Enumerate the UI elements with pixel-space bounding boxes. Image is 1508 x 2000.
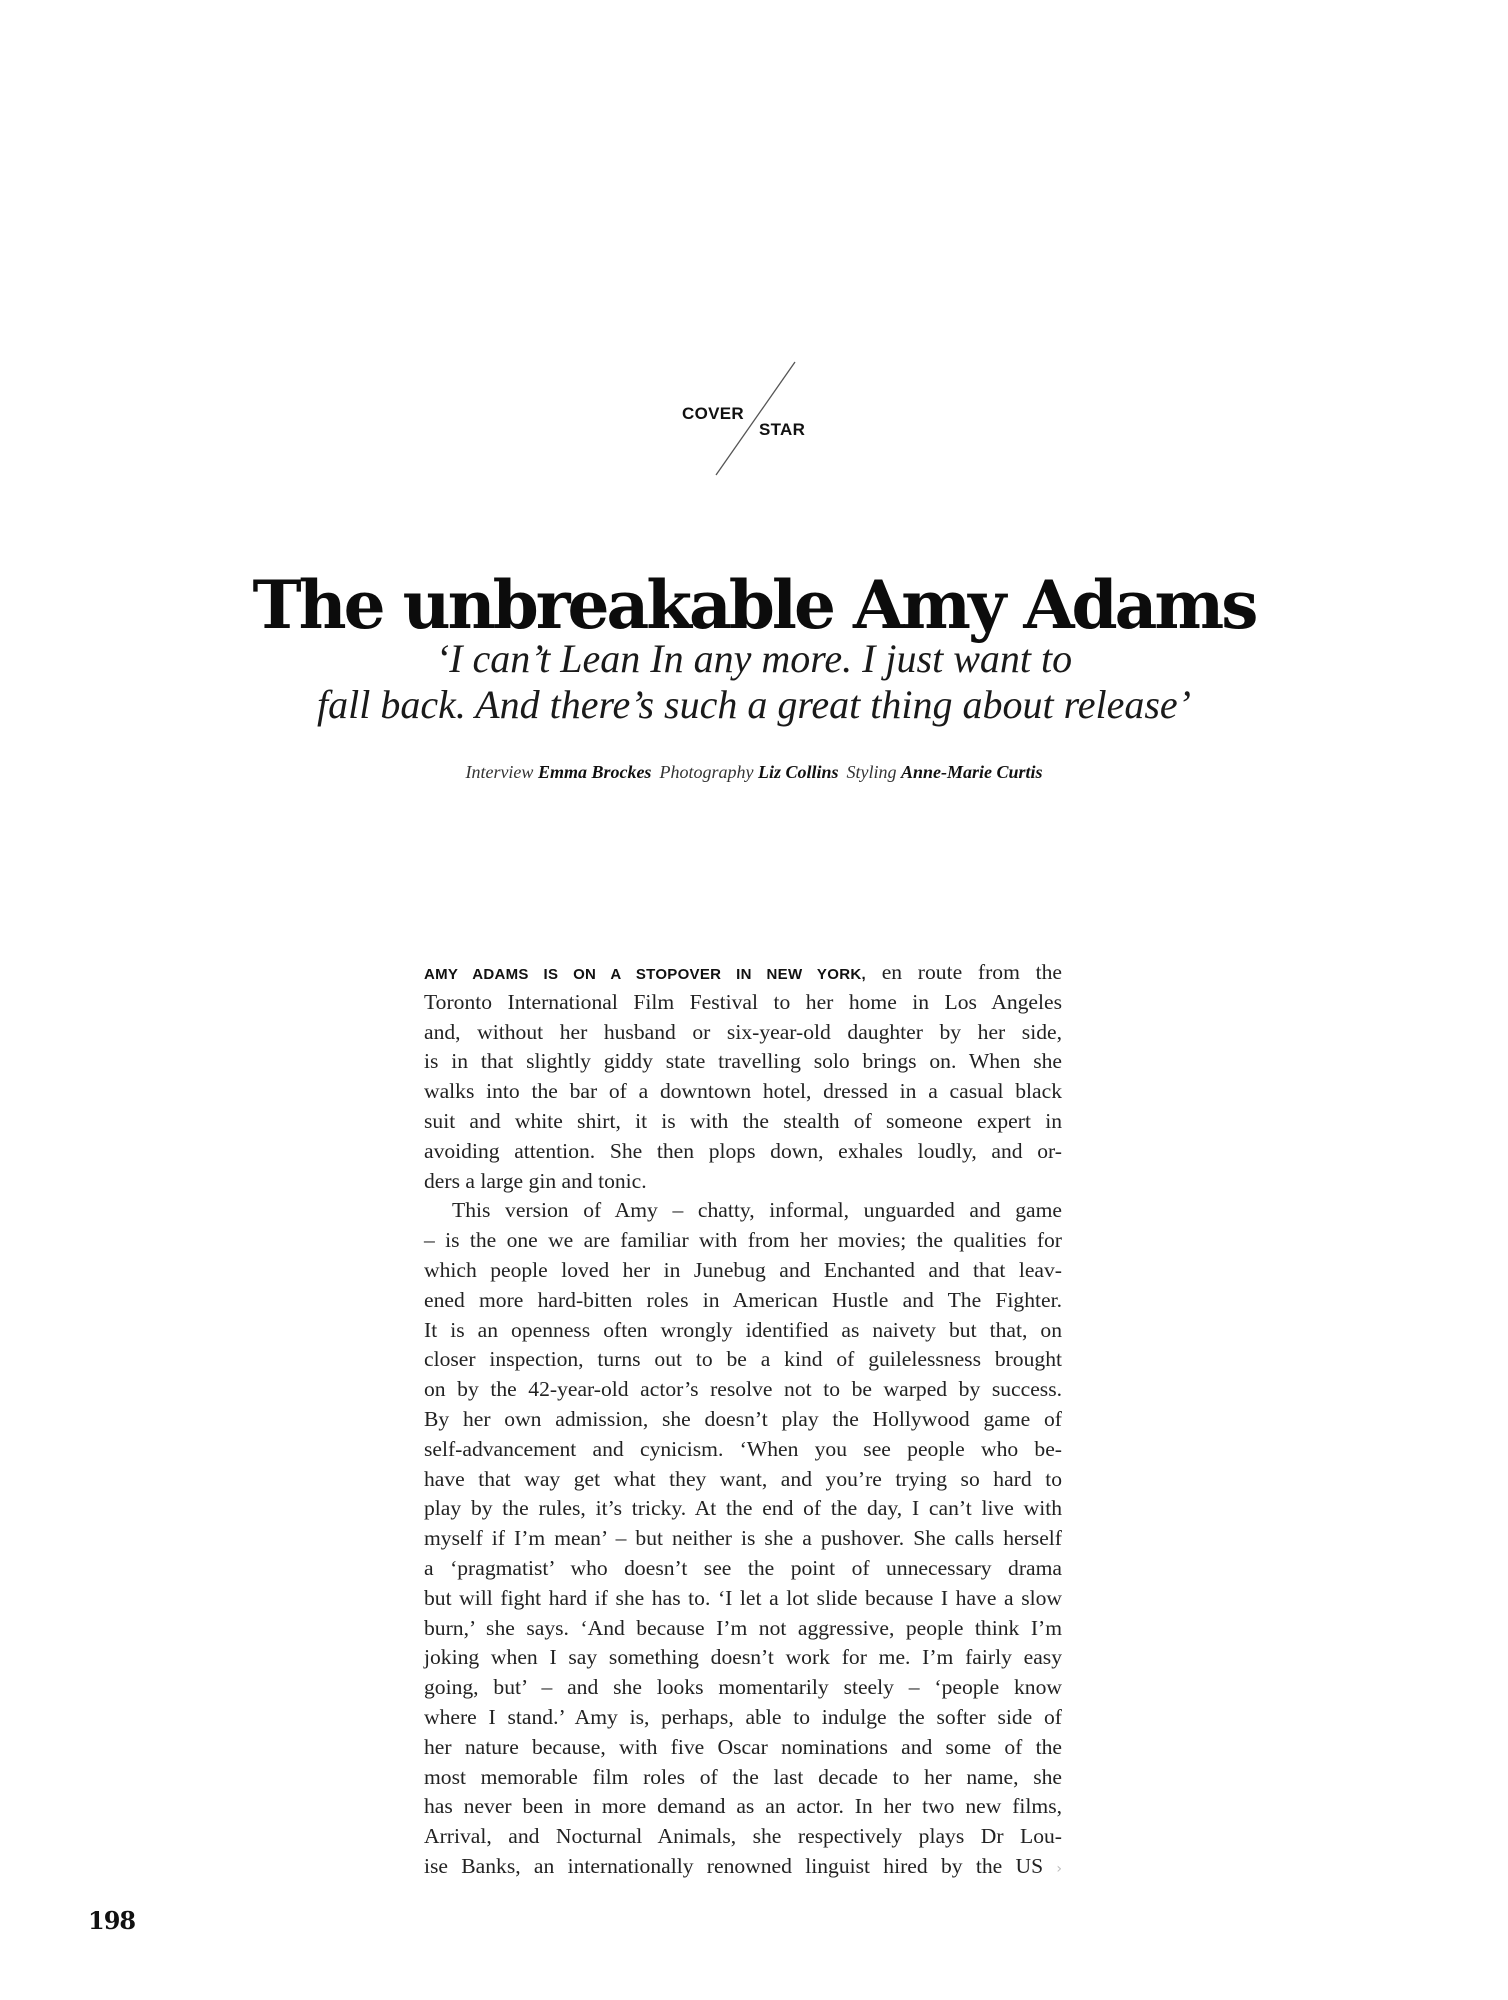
body-line: joking when I say something doesn’t work for me. I’m fairly easy <box>424 1645 1062 1670</box>
kicker-bottom: STAR <box>759 420 806 439</box>
body-line: a ‘pragmatist’ who doesn’t see the point of unnecessary drama <box>424 1555 1062 1580</box>
body-line: avoiding attention. She then plops down, exhales loudly, and or- <box>424 1138 1062 1163</box>
credit-name: Anne-Marie Curtis <box>900 762 1043 782</box>
body-line: This version of Amy – chatty, informal, unguarded and game <box>452 1198 1062 1223</box>
kicker-top: COVER <box>682 404 744 423</box>
body-line: play by the rules, it’s tricky. At the end of the day, I can’t live with <box>424 1496 1062 1521</box>
body-line: walks into the bar of a downtown hotel, dressed in a casual black <box>424 1079 1062 1104</box>
body-line: on by the 42-year-old actor’s resolve not to be warped by success. <box>424 1377 1062 1402</box>
credit-label: Styling <box>846 762 897 782</box>
credit-label: Interview <box>465 762 534 782</box>
body-line: It is an openness often wrongly identified as naivety but that, on <box>424 1317 1062 1342</box>
article-headline: The unbreakable Amy Adams <box>252 566 1256 645</box>
section-kicker <box>670 360 850 480</box>
body-line: Arrival, and Nocturnal Animals, she respectively plays Dr Lou- <box>424 1824 1062 1849</box>
article-body <box>424 958 1062 1882</box>
body-line: ise Banks, an internationally renowned linguist hired by the US › <box>424 1853 1062 1878</box>
page-number: 198 <box>88 1906 136 1935</box>
body-line: self-advancement and cynicism. ‘When you see people who be- <box>424 1436 1062 1461</box>
credit-label: Photography <box>659 762 754 782</box>
body-line: burn,’ she says. ‘And because I’m not aggressive, people think I’m <box>424 1615 1062 1640</box>
body-line: and, without her husband or six-year-old daughter by her side, <box>424 1019 1062 1044</box>
body-line: is in that slightly giddy state travelling solo brings on. When she <box>424 1049 1062 1074</box>
body-line: suit and white shirt, it is with the stealth of someone expert in <box>424 1108 1062 1133</box>
body-line: ders a large gin and tonic. <box>424 1168 647 1193</box>
body-line: but will fight hard if she has to. ‘I let a lot slide because I have a slow <box>424 1585 1062 1610</box>
standfirst-line: ‘I can’t Lean In any more. I just want to <box>435 636 1073 681</box>
body-line: By her own admission, she doesn’t play the Hollywood game of <box>424 1406 1062 1431</box>
body-line: AMY ADAMS IS ON A STOPOVER IN NEW YORK, en route from the <box>424 960 1063 984</box>
body-line: where I stand.’ Amy is, perhaps, able to indulge the softer side of <box>424 1704 1062 1729</box>
standfirst-line: fall back. And there’s such a great thing about release’ <box>317 682 1191 727</box>
body-line: going, but’ – and she looks momentarily steely – ‘people know <box>424 1675 1062 1700</box>
body-line: myself if I’m mean’ – but neither is she a pushover. She calls herself <box>424 1526 1062 1551</box>
body-line: her nature because, with five Oscar nominations and some of the <box>424 1734 1062 1759</box>
body-line: has never been in more demand as an actor. In her two new films, <box>424 1794 1062 1819</box>
article-standfirst <box>0 636 1508 728</box>
body-line: Toronto International Film Festival to her home in Los Angeles <box>424 989 1062 1014</box>
body-line: which people loved her in Junebug and Enchanted and that leav- <box>424 1257 1062 1282</box>
credit-name: Emma Brockes <box>537 762 652 782</box>
body-line: ened more hard-bitten roles in American Hustle and The Fighter. <box>424 1287 1062 1312</box>
credit-name: Liz Collins <box>757 762 839 782</box>
body-line: most memorable film roles of the last decade to her name, she <box>424 1764 1062 1789</box>
lead-in: AMY ADAMS IS ON A STOPOVER IN NEW YORK, <box>424 966 866 983</box>
article-credits <box>0 762 1508 783</box>
body-line: have that way get what they want, and you’re trying so hard to <box>424 1466 1062 1491</box>
body-line: – is the one we are familiar with from her movies; the qualities for <box>424 1228 1062 1253</box>
body-line: closer inspection, turns out to be a kind of guilelessness brought <box>424 1347 1062 1372</box>
continue-arrow-icon: › <box>1056 1860 1062 1877</box>
